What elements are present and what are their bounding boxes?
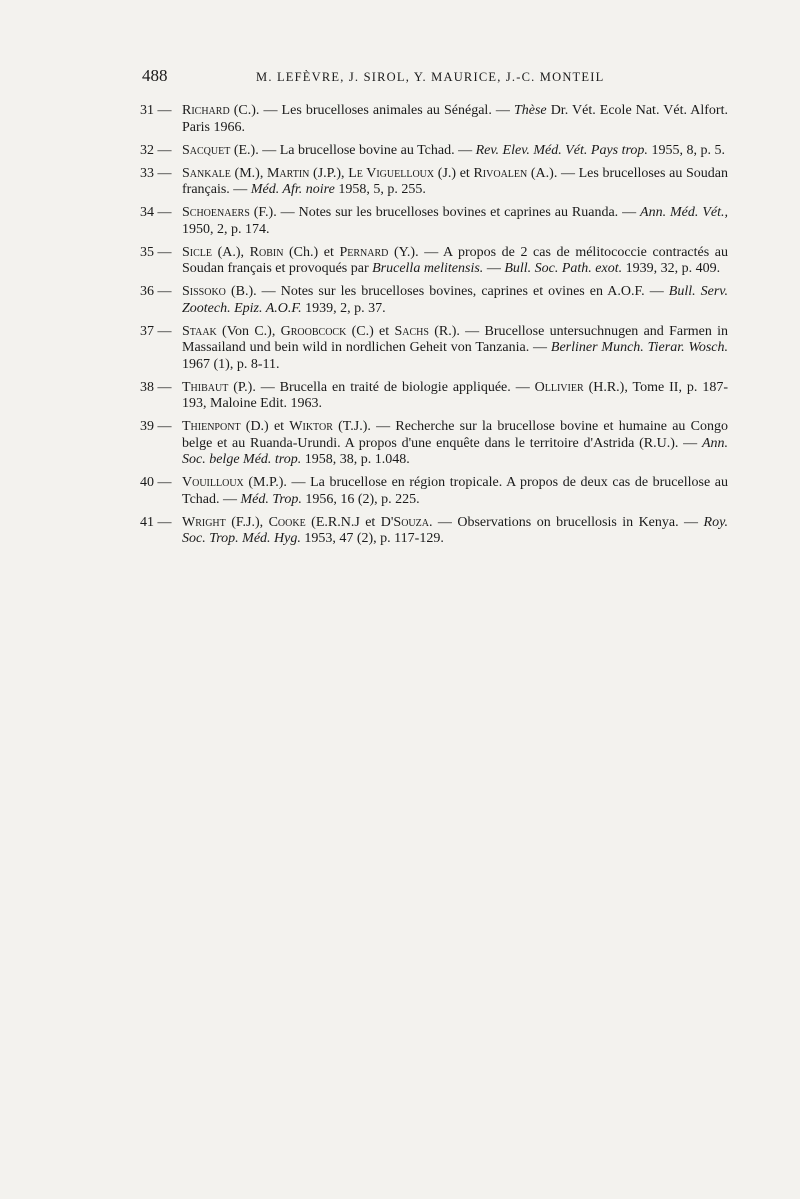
reference-entry <box>140 166 728 199</box>
publication-title: Méd. Trop. <box>240 491 302 507</box>
reference-segment: 1953, 47 (2), p. 117-129. <box>300 531 444 546</box>
reference-number: 38 — <box>140 379 172 395</box>
reference-number: 32 — <box>140 142 172 158</box>
publication-title: Brucella melitensis. <box>372 261 484 276</box>
reference-segment: (M.P.). — La brucellose en région tropicale. A propos de deux cas de brucellose au Tchad. — <box>182 475 728 507</box>
reference-segment: (J.P.), <box>309 165 349 181</box>
publication-title: Berliner Munch. Tierar. Wosch. <box>550 340 728 355</box>
reference-segment: (A.). — Les brucelloses au Soudan français. — <box>182 165 728 197</box>
publication-title: Thèse <box>513 103 547 118</box>
reference-entry <box>140 475 728 508</box>
reference-number: 41 — <box>140 514 172 530</box>
reference-text <box>182 515 728 548</box>
author-name: D'Souza <box>380 514 429 530</box>
reference-segment: (E.R.N.J et <box>305 514 381 530</box>
reference-segment: (F.). — Notes sur les brucelloses bovines et caprines au Ruanda. — <box>249 205 641 220</box>
reference-segment: (Von C.), <box>216 323 281 339</box>
reference-entry <box>140 380 728 413</box>
author-name: Sacquet <box>182 142 231 158</box>
reference-text <box>182 143 728 160</box>
reference-segment: (A.), <box>212 244 250 260</box>
reference-entry <box>140 284 728 317</box>
reference-text <box>182 103 728 136</box>
reference-entry <box>140 143 728 160</box>
reference-text <box>182 324 728 374</box>
reference-segment: (R.). — Brucellose untersuchnugen and Farmen in Massailand und bein wild in nordlichen Geheit von Tanzania. — <box>182 323 729 355</box>
reference-segment: (T.J.). — Recherche sur la brucellose bovine et humaine au Congo belge et au Ruanda-Urundi. A propos d'une enquête dans le territoire d'Astrida (R.U.). — <box>182 419 728 451</box>
reference-segment: (Ch.) et <box>283 244 340 260</box>
author-name: Pernard <box>339 244 389 260</box>
reference-segment: 1939, 32, p. 409. <box>622 261 721 276</box>
reference-entry <box>140 515 728 548</box>
reference-entry <box>140 205 728 238</box>
publication-title: Roy. Soc. Trop. Méd. Hyg. <box>182 514 729 546</box>
reference-segment: (P.). — Brucella en traité de biologie appliquée. — <box>228 379 535 395</box>
reference-entry <box>140 419 728 469</box>
reference-segment: 1958, 38, p. 1.048. <box>301 452 410 467</box>
reference-segment: (B.). — Notes sur les brucelloses bovines, caprines et ovines en A.O.F. — <box>225 284 669 299</box>
reference-segment: 1958, 5, p. 255. <box>334 182 426 197</box>
author-name: Sissoko <box>182 284 226 299</box>
reference-segment: (Y.). — A propos de 2 cas de mélitococcie contractés au Soudan français et provoqués par <box>182 244 728 276</box>
publication-title: Ann. Soc. belge Méd. trop. <box>182 435 728 467</box>
reference-segment: 1956, 16 (2), p. 225. <box>301 491 420 507</box>
author-name: Ollivier <box>534 379 584 395</box>
reference-segment: (E.). — La brucellose bovine au Tchad. — <box>230 142 476 158</box>
reference-segment: (M.), <box>230 165 267 181</box>
reference-segment: (F.J.), <box>225 514 269 530</box>
reference-number: 34 — <box>140 205 172 220</box>
author-name: Sachs <box>394 323 429 339</box>
author-name: Martin <box>266 165 310 181</box>
reference-text <box>182 380 728 413</box>
reference-number: 33 — <box>140 165 172 181</box>
publication-title: Rev. Elev. Méd. Vét. Pays trop. <box>475 142 648 158</box>
reference-text <box>182 284 728 317</box>
publication-title: Ann. Méd. Vét., <box>640 205 728 220</box>
publication-title: Méd. Afr. noire <box>250 182 335 197</box>
reference-segment: . — Observations on brucellosis in Kenya. — <box>428 514 704 530</box>
reference-segment: 1939, 2, p. 37. <box>301 300 386 316</box>
author-name: Schoenaers <box>182 205 250 220</box>
reference-text <box>182 419 728 469</box>
reference-number: 39 — <box>140 419 172 434</box>
reference-segment: (H.R.), Tome II, p. 187-193, Maloine Edit. 1963. <box>182 379 728 411</box>
author-name: Thienpont <box>182 419 241 434</box>
author-name: Vouilloux <box>182 475 244 490</box>
publication-title: Bull. Soc. Path. exot. <box>504 261 623 276</box>
reference-segment: (J.) et <box>434 165 474 181</box>
author-name: Sicle <box>182 244 213 260</box>
publication-title: Bull. Serv. Zootech. Epiz. A.O.F. <box>182 284 728 316</box>
reference-segment: 1955, 8, p. 5. <box>647 142 725 158</box>
reference-entry <box>140 245 728 278</box>
reference-segment: 1950, 2, p. 174. <box>182 221 270 237</box>
reference-number: 36 — <box>140 284 172 299</box>
reference-number: 37 — <box>140 323 172 339</box>
reference-segment: (C.). — Les brucelloses animales au Sénégal. — <box>229 103 514 118</box>
author-name: Robin <box>249 244 284 260</box>
reference-segment: Dr. Vét. Ecole Nat. Vét. Alfort. Paris 1966. <box>182 103 728 135</box>
reference-number: 35 — <box>140 244 172 260</box>
reference-entry <box>140 324 728 374</box>
page-number: 488 <box>142 66 168 85</box>
author-name: Wiktor <box>289 419 333 434</box>
author-name: Cooke <box>268 514 306 530</box>
author-name: Groobcock <box>280 323 347 339</box>
reference-segment: — <box>483 261 505 276</box>
author-name: Sankale <box>182 165 231 181</box>
reference-text <box>182 475 728 508</box>
reference-text <box>182 166 728 199</box>
reference-number: 40 — <box>140 475 172 490</box>
page-header <box>142 66 662 94</box>
reference-segment: (C.) et <box>346 323 395 339</box>
author-name: Thibaut <box>182 379 229 395</box>
reference-entry <box>140 103 728 136</box>
author-name: Rivoalen <box>473 165 528 181</box>
reference-segment: (D.) et <box>240 419 290 434</box>
running-head: M. LEFÈVRE, J. SIROL, Y. MAURICE, J.-C. MONTEIL <box>256 70 605 84</box>
author-name: Wright <box>182 514 226 530</box>
author-name: Staak <box>182 323 217 339</box>
author-name: Le Viguelloux <box>348 165 435 181</box>
author-name: Richard <box>182 103 230 118</box>
reference-number: 31 — <box>140 103 172 118</box>
reference-segment: 1967 (1), p. 8-11. <box>182 356 280 372</box>
reference-list <box>140 103 728 554</box>
reference-text <box>182 205 728 238</box>
reference-text <box>182 245 728 278</box>
